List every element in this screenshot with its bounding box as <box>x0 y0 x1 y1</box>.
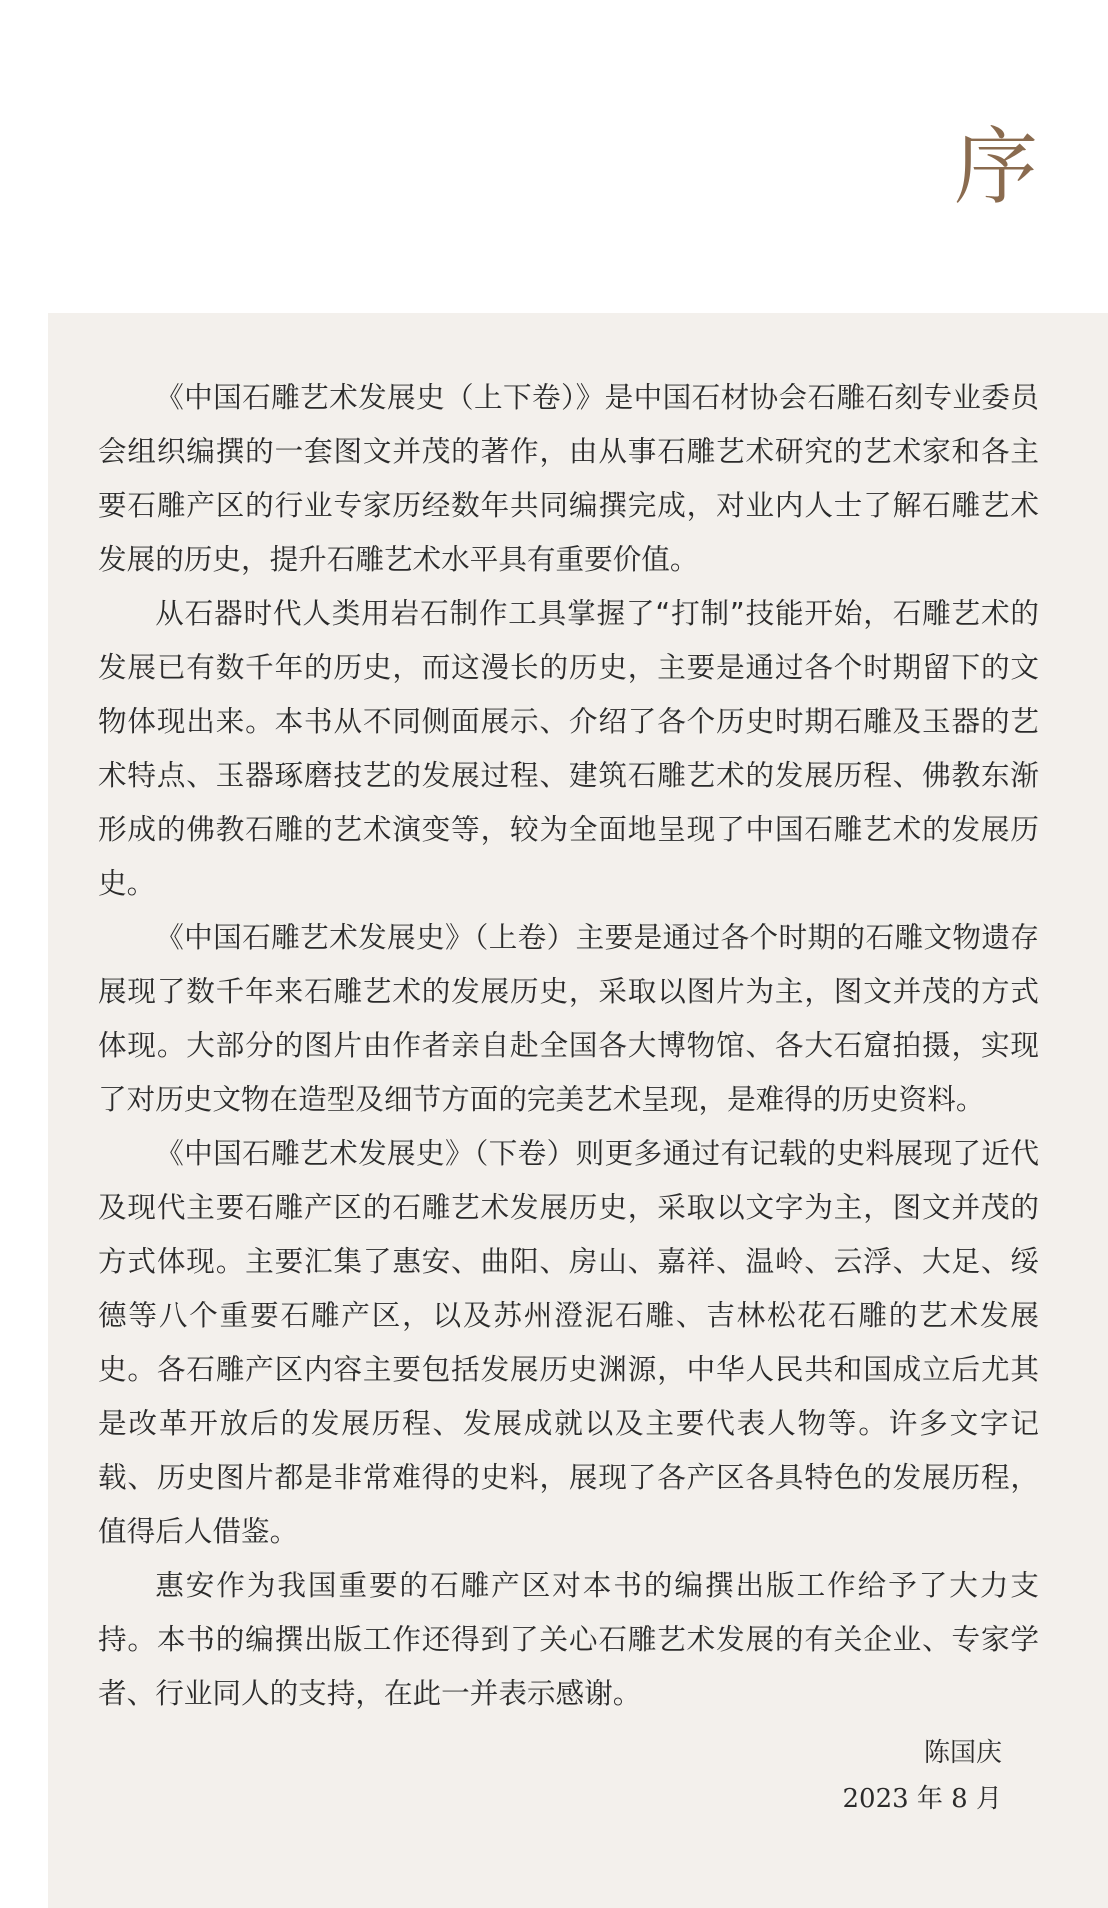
paragraph-1: 《中国石雕艺术发展史（上下卷）》是中国石材协会石雕石刻专业委员会组织编撰的一套图文并茂的著作，由从事石雕艺术研究的艺术家和各主要石雕产区的行业专家历经数年共同编撰完成，对业内人士了解石雕艺术发展的历史，提升石雕艺术水平具有重要价值。 <box>98 380 1039 576</box>
paragraph-2: 从石器时代人类用岩石制作工具掌握了“打制”技能开始，石雕艺术的发展已有数千年的历史，而这漫长的历史，主要是通过各个时期留下的文物体现出来。本书从不同侧面展示、介绍了各个历史时期石雕及玉器的艺术特点、玉器琢磨技艺的发展过程、建筑石雕艺术的发展历程、佛教东渐形成的佛教石雕的艺术演变等，较为全面地呈现了中国石雕艺术的发展历史。 <box>98 596 1039 900</box>
paragraph-4: 《中国石雕艺术发展史》（下卷）则更多通过有记载的史料展现了近代及现代主要石雕产区的石雕艺术发展历史，采取以文字为主，图文并茂的方式体现。主要汇集了惠安、曲阳、房山、嘉祥、温岭、云浮、大足、绥德等八个重要石雕产区，以及苏州澄泥石雕、吉林松花石雕的艺术发展史。各石雕产区内容主要包括发展历史渊源，中华人民共和国成立后尤其是改革开放后的发展历程、发展成就以及主要代表人物等。许多文字记载、历史图片都是非常难得的史料，展现了各产区各具特色的发展历程，值得后人借鉴。 <box>98 1136 1039 1548</box>
author-name: 陈国庆 <box>923 1738 1002 1768</box>
signature-block <box>842 1733 1002 1819</box>
page-title: 序 <box>953 118 1038 216</box>
paragraph-5: 惠安作为我国重要的石雕产区对本书的编撰出版工作给予了大力支持。本书的编撰出版工作还得到了关心石雕艺术发展的有关企业、专家学者、行业同人的支持，在此一并表示感谢。 <box>98 1568 1039 1710</box>
preface-body <box>98 370 1039 1720</box>
paragraph-3: 《中国石雕艺术发展史》（上卷）主要是通过各个时期的石雕文物遗存展现了数千年来石雕艺术的发展历史，采取以图片为主，图文并茂的方式体现。大部分的图片由作者亲自赴全国各大博物馆、各大石窟拍摄，实现了对历史文物在造型及细节方面的完美艺术呈现，是难得的历史资料。 <box>98 920 1039 1116</box>
signature-date: 2023 年 8 月 <box>842 1784 1002 1814</box>
